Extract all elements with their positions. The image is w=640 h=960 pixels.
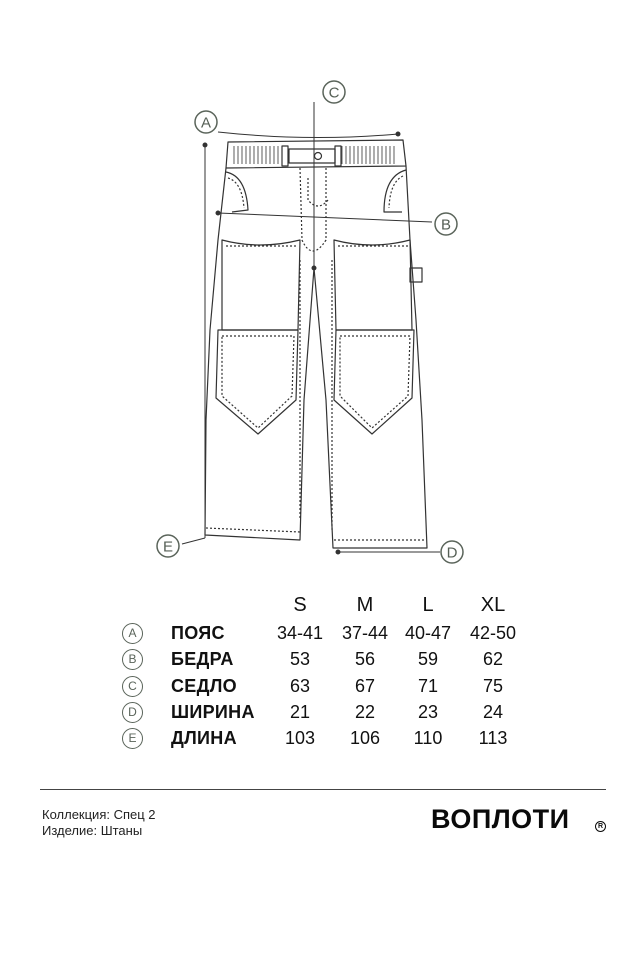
- table-cell: 42-50: [469, 623, 517, 643]
- row-marker-badge: E: [122, 728, 143, 749]
- product-text: Изделие: Штаны: [42, 823, 143, 838]
- row-marker-badge: D: [122, 702, 143, 723]
- divider: [40, 789, 606, 790]
- row-label: СЕДЛО: [171, 676, 237, 696]
- collection-text: Коллекция: Спец 2: [42, 807, 156, 822]
- table-cell: 56: [354, 649, 376, 669]
- row-label: ДЛИНА: [171, 728, 237, 748]
- table-row: [0, 620, 640, 646]
- table-cell: 34-41: [276, 623, 324, 643]
- marker-a: [195, 111, 217, 133]
- row-label: БЕДРА: [171, 649, 234, 669]
- size-header-row: [0, 592, 640, 618]
- size-header: L: [422, 594, 434, 616]
- table-cell: 22: [354, 702, 376, 722]
- table-cell: 24: [482, 702, 504, 722]
- svg-text:A: A: [200, 114, 212, 132]
- product-info: [42, 807, 156, 839]
- table-cell: 71: [417, 676, 439, 696]
- row-marker-badge: C: [122, 676, 143, 697]
- size-header: XL: [480, 594, 506, 616]
- measurement-lines: [182, 102, 440, 554]
- table-row: [0, 725, 640, 751]
- size-header: S: [293, 594, 307, 616]
- table-cell: 110: [413, 728, 443, 748]
- table-cell: 23: [417, 702, 439, 722]
- registered-mark-icon: R: [595, 821, 606, 832]
- table-cell: 63: [289, 676, 311, 696]
- svg-text:B: B: [440, 216, 452, 234]
- brand-logo: ВОПЛОТИ: [431, 804, 570, 834]
- size-header: M: [356, 594, 374, 616]
- table-cell: 59: [417, 649, 439, 669]
- table-cell: 103: [284, 728, 316, 748]
- table-cell: 37-44: [341, 623, 389, 643]
- svg-text:C: C: [328, 84, 340, 102]
- table-cell: 53: [289, 649, 311, 669]
- table-cell: 40-47: [404, 623, 452, 643]
- svg-text:E: E: [162, 538, 174, 556]
- marker-b: [435, 213, 457, 235]
- row-marker-badge: A: [122, 623, 143, 644]
- table-row: [0, 673, 640, 699]
- row-marker-badge: B: [122, 649, 143, 670]
- table-row: [0, 646, 640, 672]
- marker-d: [441, 541, 463, 563]
- table-cell: 62: [482, 649, 504, 669]
- table-cell: 113: [478, 728, 508, 748]
- svg-text:D: D: [446, 544, 458, 562]
- table-cell: 75: [482, 676, 504, 696]
- marker-c: [323, 81, 345, 103]
- table-cell: 106: [349, 728, 381, 748]
- table-cell: 67: [354, 676, 376, 696]
- marker-e: [157, 535, 179, 557]
- table-cell: 21: [289, 702, 311, 722]
- table-row: [0, 699, 640, 725]
- row-label: ПОЯС: [171, 623, 225, 643]
- pants-outline: [205, 140, 427, 548]
- row-label: ШИРИНА: [171, 702, 255, 722]
